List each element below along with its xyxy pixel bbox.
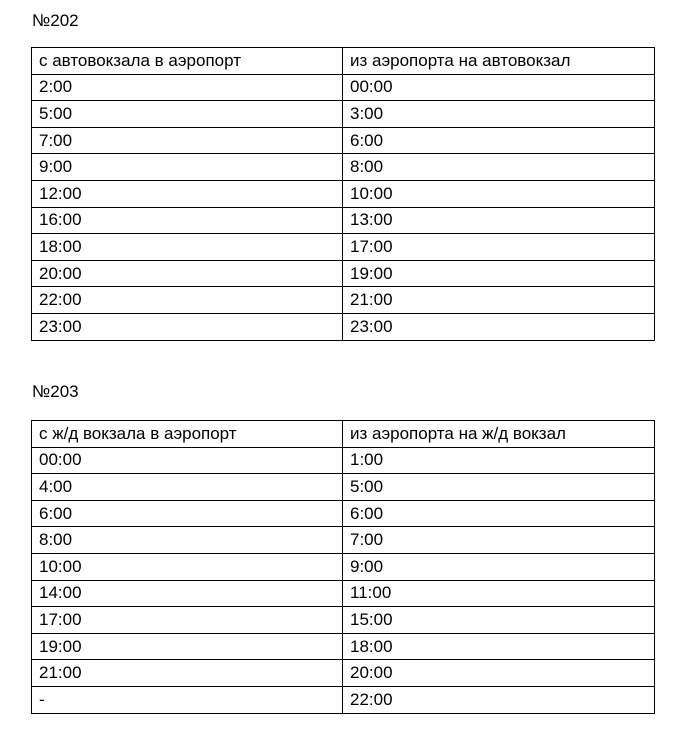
- departure-from-airport: 00:00: [343, 74, 655, 101]
- departure-to-airport: 23:00: [32, 313, 343, 340]
- departure-from-airport: 9:00: [343, 553, 655, 580]
- table-row: [32, 101, 655, 128]
- table-row: [32, 313, 655, 340]
- departure-from-airport: 11:00: [343, 580, 655, 607]
- departure-to-airport: -: [32, 686, 343, 713]
- table-header-row: [32, 421, 655, 448]
- departure-to-airport: 20:00: [32, 260, 343, 287]
- departure-from-airport: 6:00: [343, 127, 655, 154]
- departure-to-airport: 4:00: [32, 474, 343, 501]
- departure-from-airport: 15:00: [343, 607, 655, 634]
- route-203-schedule-table: [31, 420, 655, 714]
- departure-to-airport: 21:00: [32, 660, 343, 687]
- departure-to-airport: 5:00: [32, 101, 343, 128]
- departure-to-airport: 8:00: [32, 527, 343, 554]
- table-row: [32, 260, 655, 287]
- route-203-title: №203: [32, 382, 79, 401]
- table-row: [32, 686, 655, 713]
- table-row: [32, 633, 655, 660]
- departure-from-airport: 10:00: [343, 180, 655, 207]
- departure-from-airport: 18:00: [343, 633, 655, 660]
- table-row: [32, 580, 655, 607]
- departure-to-airport: 14:00: [32, 580, 343, 607]
- route-202-schedule-table: [31, 47, 655, 341]
- table-row: [32, 154, 655, 181]
- departure-from-airport: 20:00: [343, 660, 655, 687]
- departure-from-airport: 13:00: [343, 207, 655, 234]
- table-row: [32, 74, 655, 101]
- table-row: [32, 474, 655, 501]
- departure-from-airport: 17:00: [343, 234, 655, 261]
- departure-to-airport: 19:00: [32, 633, 343, 660]
- departure-from-airport: 7:00: [343, 527, 655, 554]
- table-header-row: [32, 48, 655, 75]
- table-row: [32, 207, 655, 234]
- table-row: [32, 127, 655, 154]
- departure-to-airport: 10:00: [32, 553, 343, 580]
- table-row: [32, 553, 655, 580]
- departure-to-airport: 9:00: [32, 154, 343, 181]
- departure-to-airport: 7:00: [32, 127, 343, 154]
- departure-from-airport: 6:00: [343, 500, 655, 527]
- table-row: [32, 180, 655, 207]
- departure-to-airport: 2:00: [32, 74, 343, 101]
- departure-from-airport: 8:00: [343, 154, 655, 181]
- table-row: [32, 660, 655, 687]
- table-row: [32, 607, 655, 634]
- departure-to-airport: 12:00: [32, 180, 343, 207]
- departure-from-airport: 1:00: [343, 447, 655, 474]
- column-header-to-airport: с автовокзала в аэропорт: [32, 48, 343, 75]
- departure-from-airport: 5:00: [343, 474, 655, 501]
- departure-from-airport: 23:00: [343, 313, 655, 340]
- route-202-title: №202: [32, 11, 79, 30]
- table-row: [32, 234, 655, 261]
- departure-to-airport: 18:00: [32, 234, 343, 261]
- departure-to-airport: 16:00: [32, 207, 343, 234]
- departure-to-airport: 6:00: [32, 500, 343, 527]
- departure-from-airport: 3:00: [343, 101, 655, 128]
- column-header-from-airport: из аэропорта на ж/д вокзал: [343, 421, 655, 448]
- departure-to-airport: 22:00: [32, 287, 343, 314]
- departure-to-airport: 00:00: [32, 447, 343, 474]
- column-header-from-airport: из аэропорта на автовокзал: [343, 48, 655, 75]
- departure-from-airport: 22:00: [343, 686, 655, 713]
- column-header-to-airport: с ж/д вокзала в аэропорт: [32, 421, 343, 448]
- table-row: [32, 287, 655, 314]
- departure-to-airport: 17:00: [32, 607, 343, 634]
- table-row: [32, 527, 655, 554]
- table-row: [32, 500, 655, 527]
- departure-from-airport: 19:00: [343, 260, 655, 287]
- departure-from-airport: 21:00: [343, 287, 655, 314]
- table-row: [32, 447, 655, 474]
